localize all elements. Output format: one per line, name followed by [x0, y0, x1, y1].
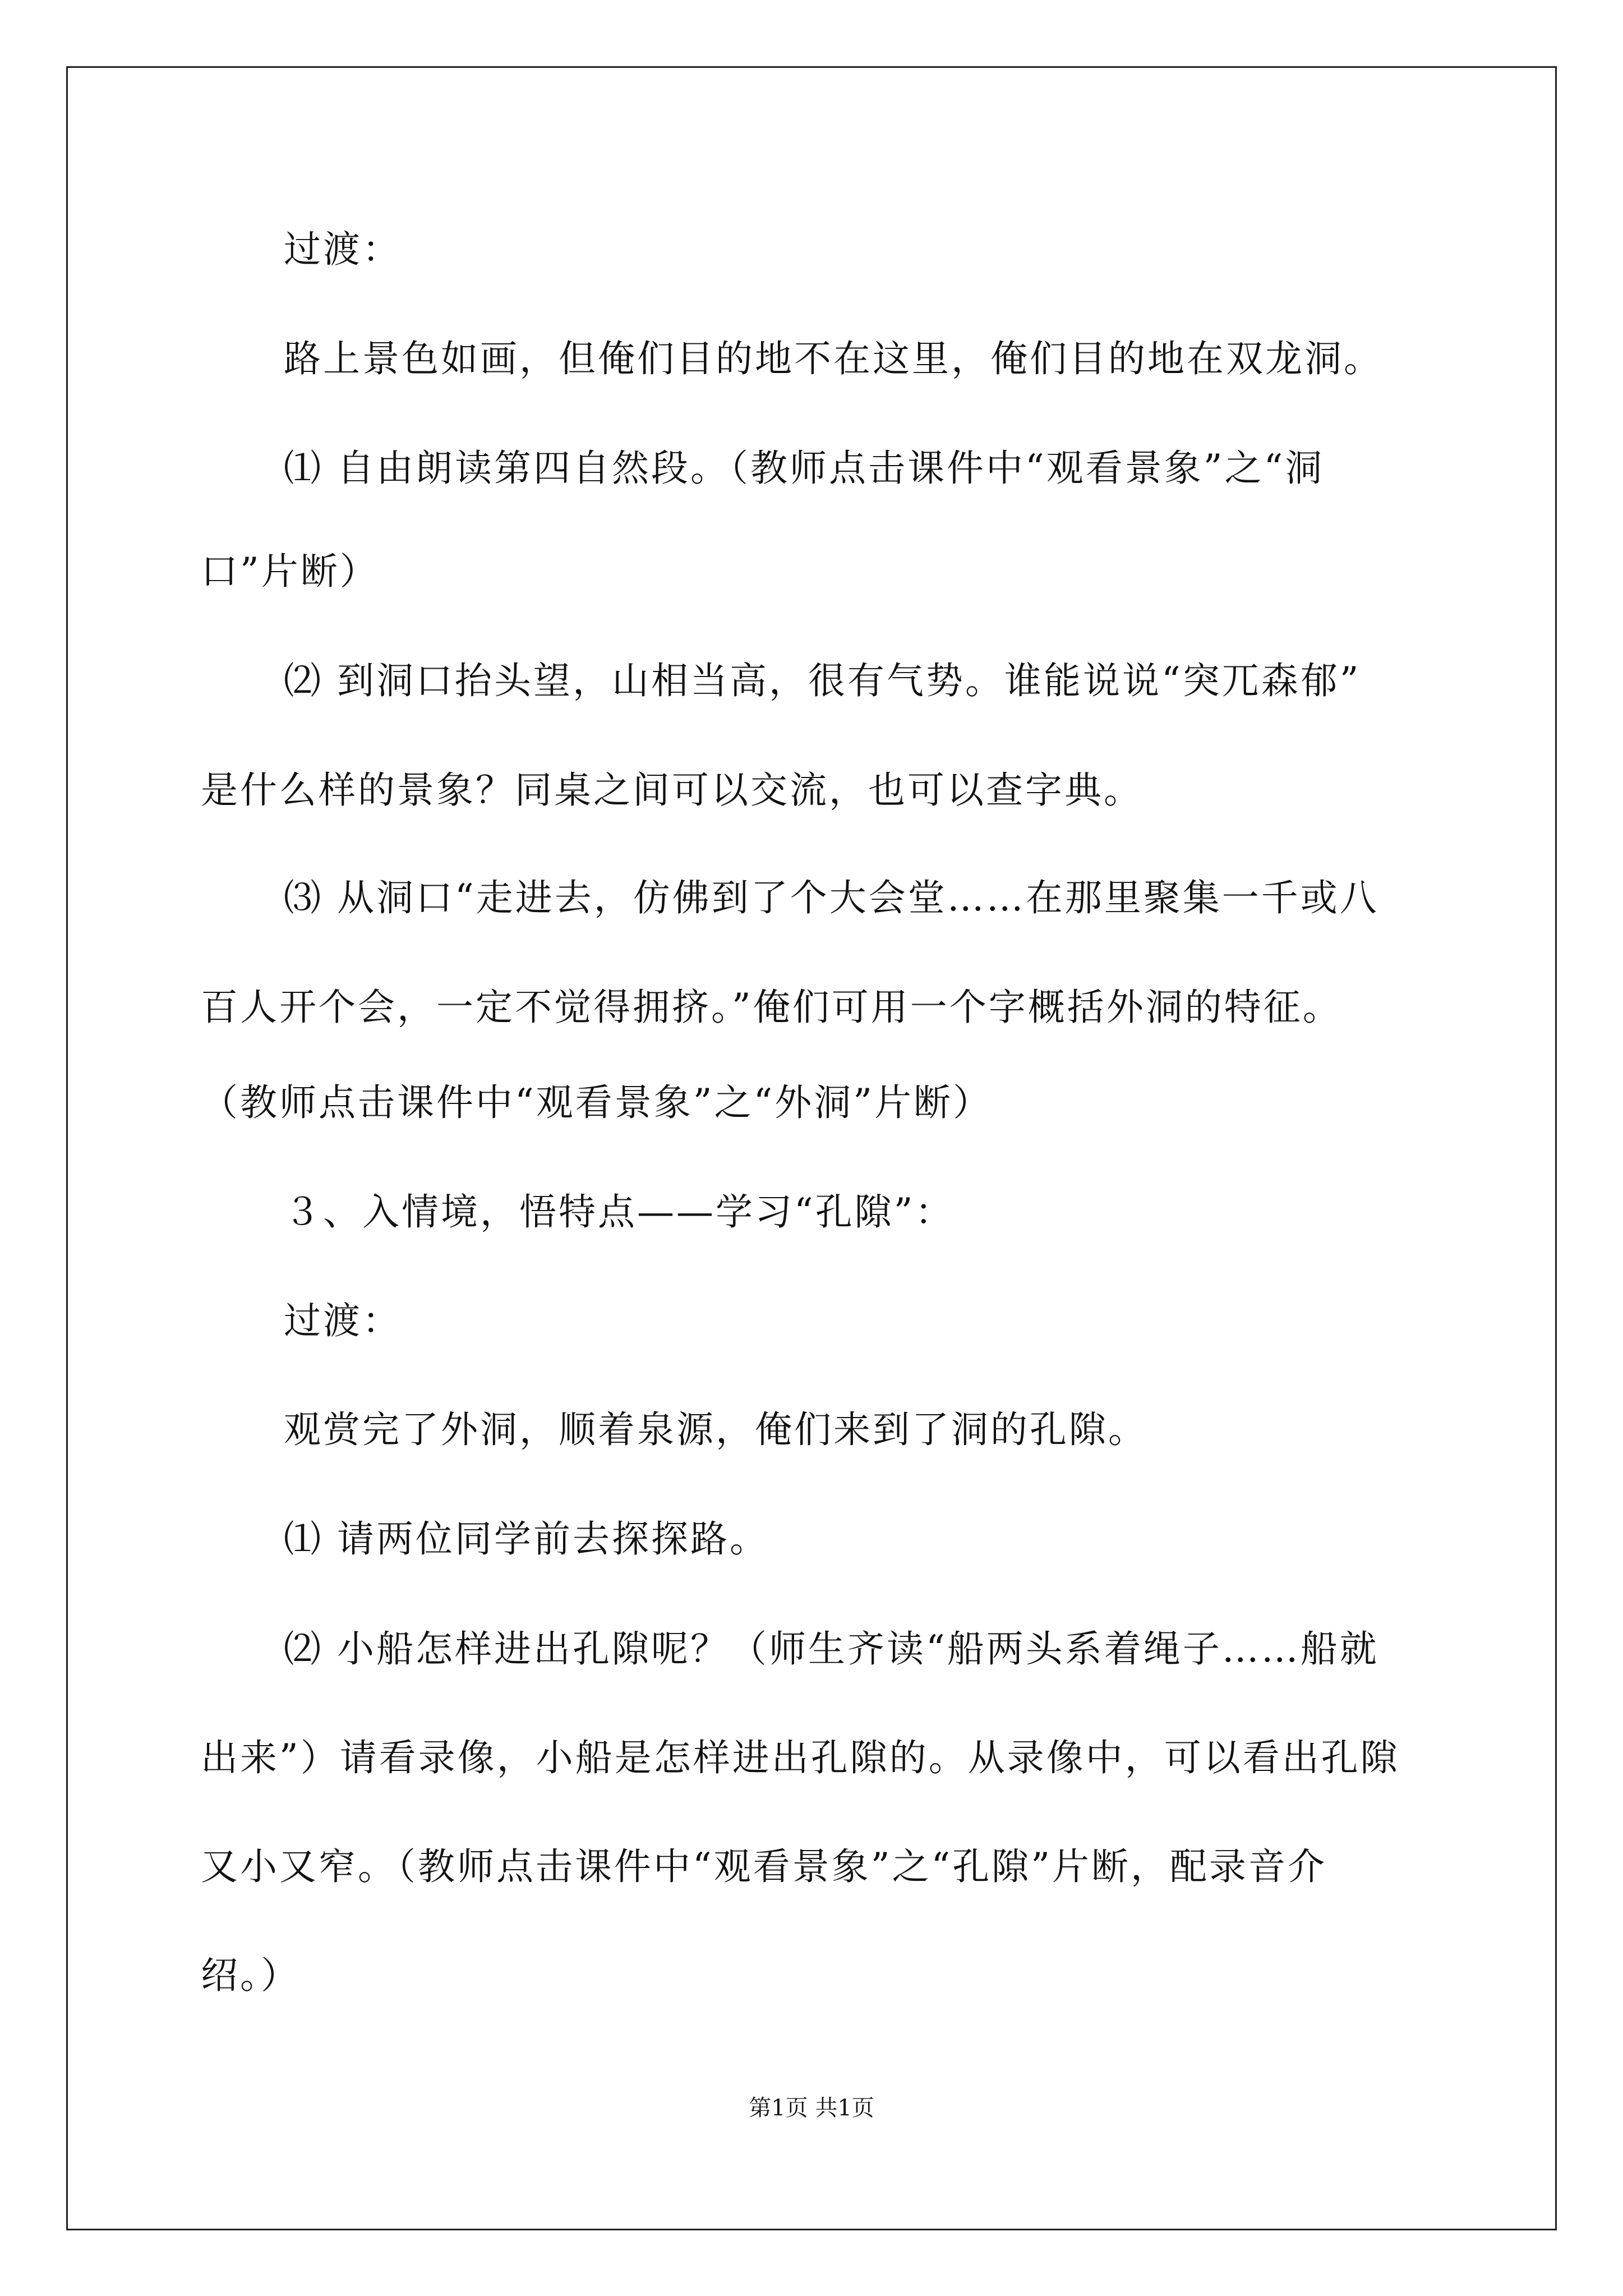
page-footer: 第1页 共1页 [749, 2095, 874, 2121]
paragraph-line: 出来”）请看录像，小船是怎样进出孔隙的。从录像中，可以看出孔隙 [201, 1736, 1400, 1779]
paragraph-line: 观赏完了外洞，顺着泉源，俺们来到了洞的孔隙。 [284, 1408, 1147, 1451]
paragraph-line: 又小又窄。（教师点击课件中“观看景象”之“孔隙”片断，配录音介 [201, 1845, 1327, 1888]
paragraph-line: 路上景色如画，但俺们目的地不在这里，俺们目的地在双龙洞。 [284, 337, 1383, 380]
paragraph-line: 过渡： [284, 1299, 402, 1342]
paragraph-line: 过渡： [284, 228, 402, 271]
paragraph-line: ⑴ 自由朗读第四自然段。（教师点击课件中“观看景象”之“洞 [284, 447, 1325, 490]
paragraph-line: ⑵ 到洞口抬头望，山相当高，很有气势。谁能说说“突兀森郁” [284, 659, 1361, 702]
paragraph-line: ⑴ 请两位同学前去探探路。 [284, 1517, 769, 1561]
paragraph-line: 口”片断） [201, 550, 379, 593]
paragraph-line: （教师点击课件中“观看景象”之“外洞”片断） [201, 1081, 992, 1124]
page-border [66, 66, 1557, 2230]
section-heading: ３、入情境，悟特点——学习“孔隙”： [284, 1190, 955, 1234]
paragraph-line: ⑶ 从洞口“走进去，仿佛到了个大会堂……在那里聚集一千或八 [284, 876, 1379, 919]
paragraph-line: 是什么样的景象？同桌之间可以交流，也可以查字典。 [201, 769, 1143, 812]
paragraph-line: 百人开个会，一定不觉得拥挤。”俺们可用一个字概括外洞的特征。 [201, 986, 1342, 1029]
paragraph-line: 绍。） [201, 1954, 300, 1997]
paragraph-line: ⑵ 小船怎样进出孔隙呢？（师生齐读“船两头系着绳子……船就 [284, 1627, 1379, 1671]
